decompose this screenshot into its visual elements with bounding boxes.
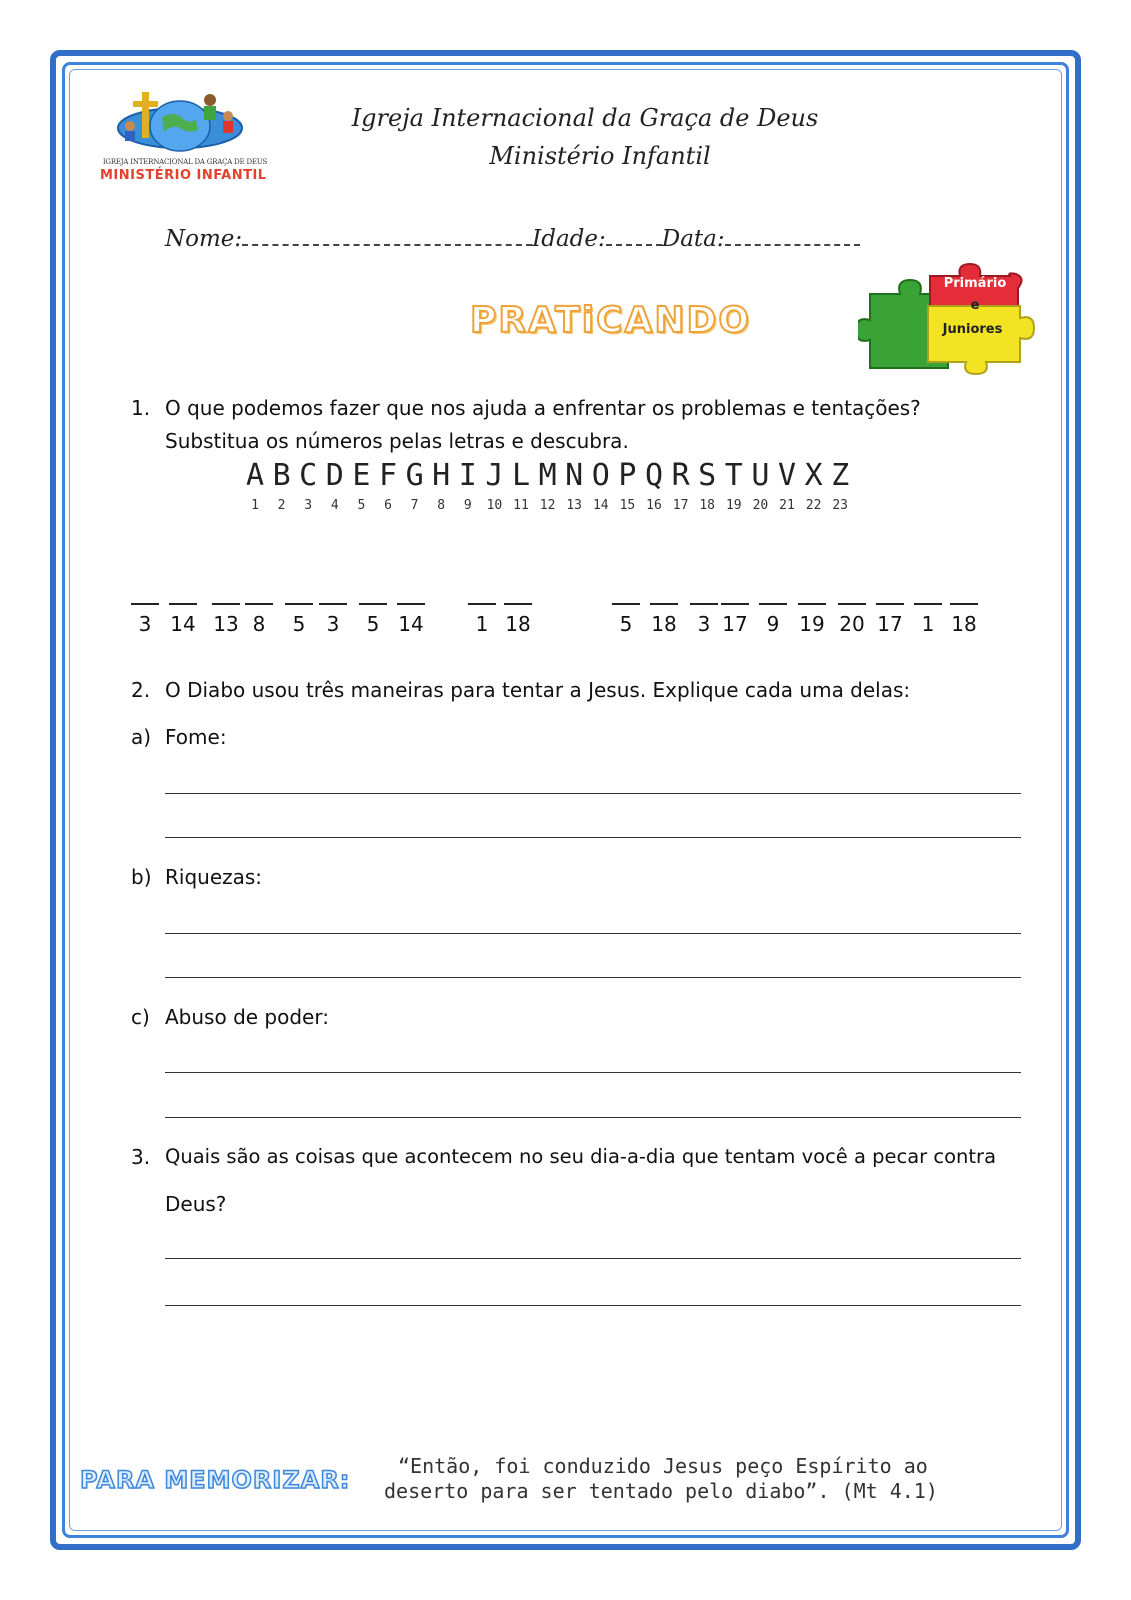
code-number: 1 (475, 612, 489, 636)
badge-line-3: Juniores (942, 322, 1003, 337)
answer-blank[interactable] (798, 603, 826, 605)
name-date-row (165, 222, 860, 252)
alphabet-number: 2 (277, 498, 286, 513)
alphabet-letter: M (538, 458, 557, 493)
alphabet-letter: U (751, 458, 770, 493)
alphabet-letter: J (485, 458, 504, 493)
q1-text-line2: Substitua os números pelas letras e descubra. (165, 429, 629, 453)
alphabet-letter: F (378, 458, 398, 493)
q2c-label: c) (131, 1005, 150, 1029)
code-number: 5 (619, 612, 633, 636)
alphabet-number: 11 (513, 498, 529, 513)
code-number: 14 (398, 612, 424, 636)
header-ministry: Ministério Infantil (489, 142, 711, 170)
alphabet-number: 17 (672, 498, 689, 513)
idade-field[interactable] (606, 222, 662, 246)
q2a-text: Fome: (165, 725, 227, 749)
alphabet-letter: H (432, 458, 451, 493)
header-church-name: Igreja Internacional da Graça de Deus (351, 104, 819, 132)
code-number: 17 (722, 612, 748, 636)
answer-blank[interactable] (690, 603, 718, 605)
answer-blank[interactable] (759, 603, 787, 605)
q2-text: O Diabo usou três maneiras para tentar a Jesus. Explique cada uma delas: (165, 678, 911, 702)
data-label: Data: (661, 226, 725, 252)
code-number: 8 (252, 612, 266, 636)
alphabet-number: 1 (251, 498, 259, 513)
alphabet-number: 16 (646, 498, 662, 513)
idade-label: Idade: (532, 226, 606, 252)
answer-blank[interactable] (950, 603, 978, 605)
code-number: 18 (505, 612, 531, 636)
code-number: 3 (326, 612, 340, 636)
answer-line-b1[interactable] (165, 933, 1021, 934)
alphabet-letter: G (405, 458, 424, 493)
alphabet-number: 22 (805, 498, 822, 513)
answer-blank[interactable] (838, 603, 866, 605)
alphabet-letter: D (325, 458, 344, 493)
alphabet-letter: R (671, 458, 690, 493)
alphabet-letter: T (724, 458, 743, 493)
alphabet-letter: A (245, 458, 265, 493)
alphabet-letter: C (299, 458, 318, 493)
alphabet-number: 21 (779, 498, 795, 513)
nome-field[interactable] (242, 222, 532, 246)
alphabet-letter: E (352, 458, 371, 493)
alphabet-number: 20 (752, 498, 769, 513)
page-title: PRATiCANDO (470, 300, 751, 341)
alphabet-number: 19 (725, 498, 742, 513)
code-number: 3 (697, 612, 711, 636)
answer-blank[interactable] (245, 603, 273, 605)
alphabet-number: 14 (592, 498, 609, 513)
alphabet-letter: P (618, 458, 637, 493)
logo-caption-2: MINISTÉRIO INFANTIL (100, 168, 267, 183)
q2c-text: Abuso de poder: (165, 1005, 329, 1029)
answer-line-a1[interactable] (165, 793, 1021, 794)
alphabet-number: 6 (384, 498, 392, 513)
answer-blank[interactable] (876, 603, 904, 605)
nome-label: Nome: (165, 226, 243, 252)
alphabet-letter: S (698, 458, 717, 493)
alphabet-letter: X (804, 458, 823, 493)
code-number: 3 (138, 612, 152, 636)
answer-line-c2[interactable] (165, 1117, 1021, 1118)
answer-blank[interactable] (468, 603, 496, 605)
alphabet-letter: Q (644, 458, 664, 493)
q3-text-line2: Deus? (165, 1192, 227, 1216)
alphabet-letter: Z (831, 458, 850, 493)
alphabet-letter: O (591, 458, 610, 493)
code-number: 1 (921, 612, 935, 636)
alphabet-number: 8 (437, 498, 446, 513)
alphabet-number: 7 (410, 498, 419, 513)
code-number: 14 (170, 612, 196, 636)
alphabet-letter: I (458, 458, 477, 493)
alphabet-letter: N (565, 458, 584, 493)
alphabet-number: 12 (539, 498, 556, 513)
answer-blank[interactable] (359, 603, 387, 605)
code-number: 18 (651, 612, 677, 636)
data-field[interactable] (725, 222, 860, 246)
alphabet-number: 4 (330, 498, 339, 513)
answer-line-c1[interactable] (165, 1072, 1021, 1073)
answer-blank[interactable] (914, 603, 942, 605)
q2-number: 2. (131, 678, 151, 702)
answer-blank[interactable] (319, 603, 347, 605)
q2a-label: a) (131, 725, 152, 749)
code-number: 9 (766, 612, 780, 636)
answer-blank[interactable] (169, 603, 197, 605)
q3-text-line1: Quais são as coisas que acontecem no seu dia-a-dia que tentam você a pecar contra (165, 1145, 997, 1168)
alphabet-number: 18 (699, 498, 716, 513)
answer-blank[interactable] (131, 603, 159, 605)
answer-blank[interactable] (612, 603, 640, 605)
answer-line-q3-2[interactable] (165, 1305, 1021, 1306)
alphabet-number: 15 (619, 498, 636, 513)
q2b-label: b) (131, 865, 152, 889)
code-number: 5 (366, 612, 380, 636)
q1-number: 1. (131, 396, 151, 420)
alphabet-number: 5 (357, 498, 366, 513)
logo-caption-1: IGREJA INTERNACIONAL DA GRAÇA DE DEUS (102, 158, 268, 166)
alphabet-number: 9 (463, 498, 472, 513)
answer-blank[interactable] (397, 603, 425, 605)
badge-line-2: e (970, 298, 980, 313)
badge-line-1: Primário (943, 276, 1007, 291)
answer-blank[interactable] (504, 603, 532, 605)
code-number: 13 (213, 612, 239, 636)
answer-blank[interactable] (285, 603, 313, 605)
alphabet-number: 13 (566, 498, 583, 513)
alphabet-letter: L (511, 458, 531, 493)
alphabet-number: 23 (832, 498, 849, 513)
q2b-text: Riquezas: (165, 865, 263, 889)
q3-number: 3. (131, 1145, 151, 1169)
answer-blank[interactable] (212, 603, 240, 605)
code-number: 20 (839, 612, 865, 636)
answer-line-q3-1[interactable] (165, 1258, 1021, 1259)
answer-blank[interactable] (721, 603, 749, 605)
code-number: 17 (877, 612, 903, 636)
answer-blank[interactable] (650, 603, 678, 605)
memorize-heading: PARA MEMORIZAR: (80, 1466, 351, 1494)
alphabet-number: 3 (304, 498, 313, 513)
memory-verse-line1: “Então, foi conduzido Jesus peço Espírito ao (398, 1454, 928, 1478)
q1-text-line1: O que podemos fazer que nos ajuda a enfrentar os problemas e tentações? (165, 396, 921, 420)
alphabet-number: 10 (486, 498, 503, 513)
answer-line-b2[interactable] (165, 977, 1021, 978)
alphabet-letter: B (272, 458, 291, 493)
alphabet-letter: V (777, 458, 797, 493)
memory-verse-line2: deserto para ser tentado pelo diabo”. (Mt 4.1) (384, 1479, 938, 1503)
code-number: 5 (292, 612, 306, 636)
code-number: 19 (799, 612, 825, 636)
code-number: 18 (951, 612, 977, 636)
answer-line-a2[interactable] (165, 837, 1021, 838)
